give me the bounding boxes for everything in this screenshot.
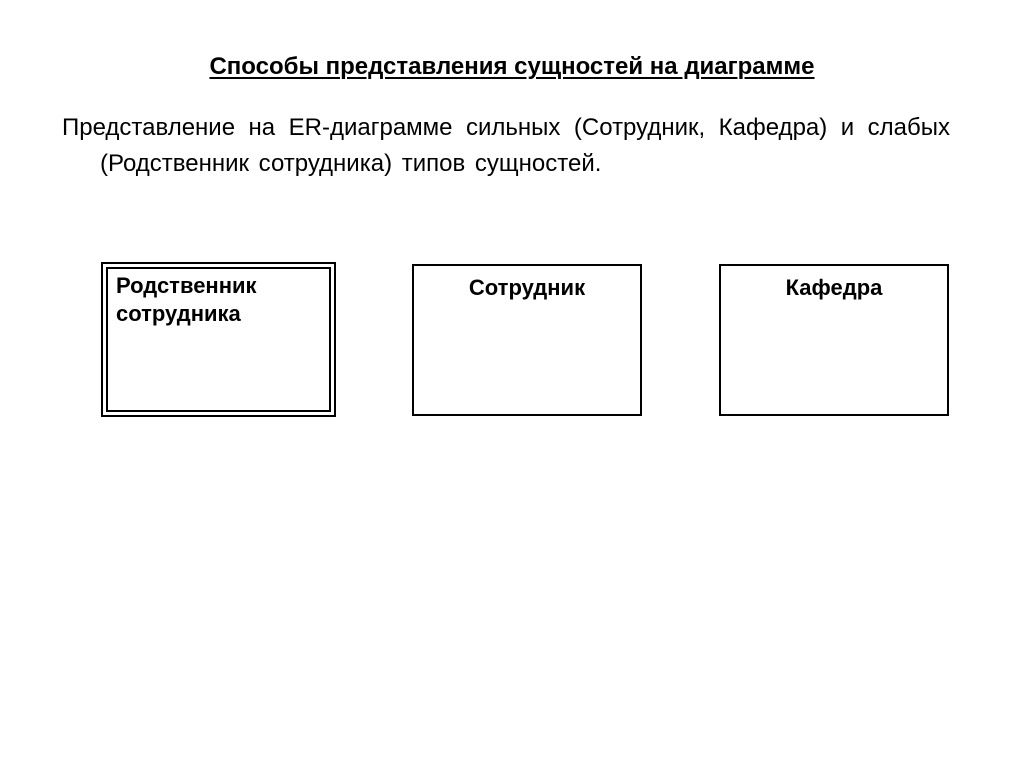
strong-entity-box-employee [412, 264, 642, 416]
entity-label-department: Кафедра [785, 275, 883, 300]
weak-entity-box-relative [101, 262, 336, 417]
strong-entity-box-department [719, 264, 949, 416]
entity-label-employee: Сотрудник [468, 275, 586, 300]
entity-label-relative-line1: Родственник [116, 273, 257, 298]
slide-title: Способы представления сущностей на диаграмме [209, 53, 815, 80]
intro-paragraph: Представление на ER-диаграмме сильных (Сотрудник, Кафедра) и слабых (Родственник сотрудника) типов сущностей. [62, 114, 950, 177]
weak-entity-inner-border [106, 267, 331, 412]
entity-label-relative-line2: сотрудника [116, 301, 241, 326]
